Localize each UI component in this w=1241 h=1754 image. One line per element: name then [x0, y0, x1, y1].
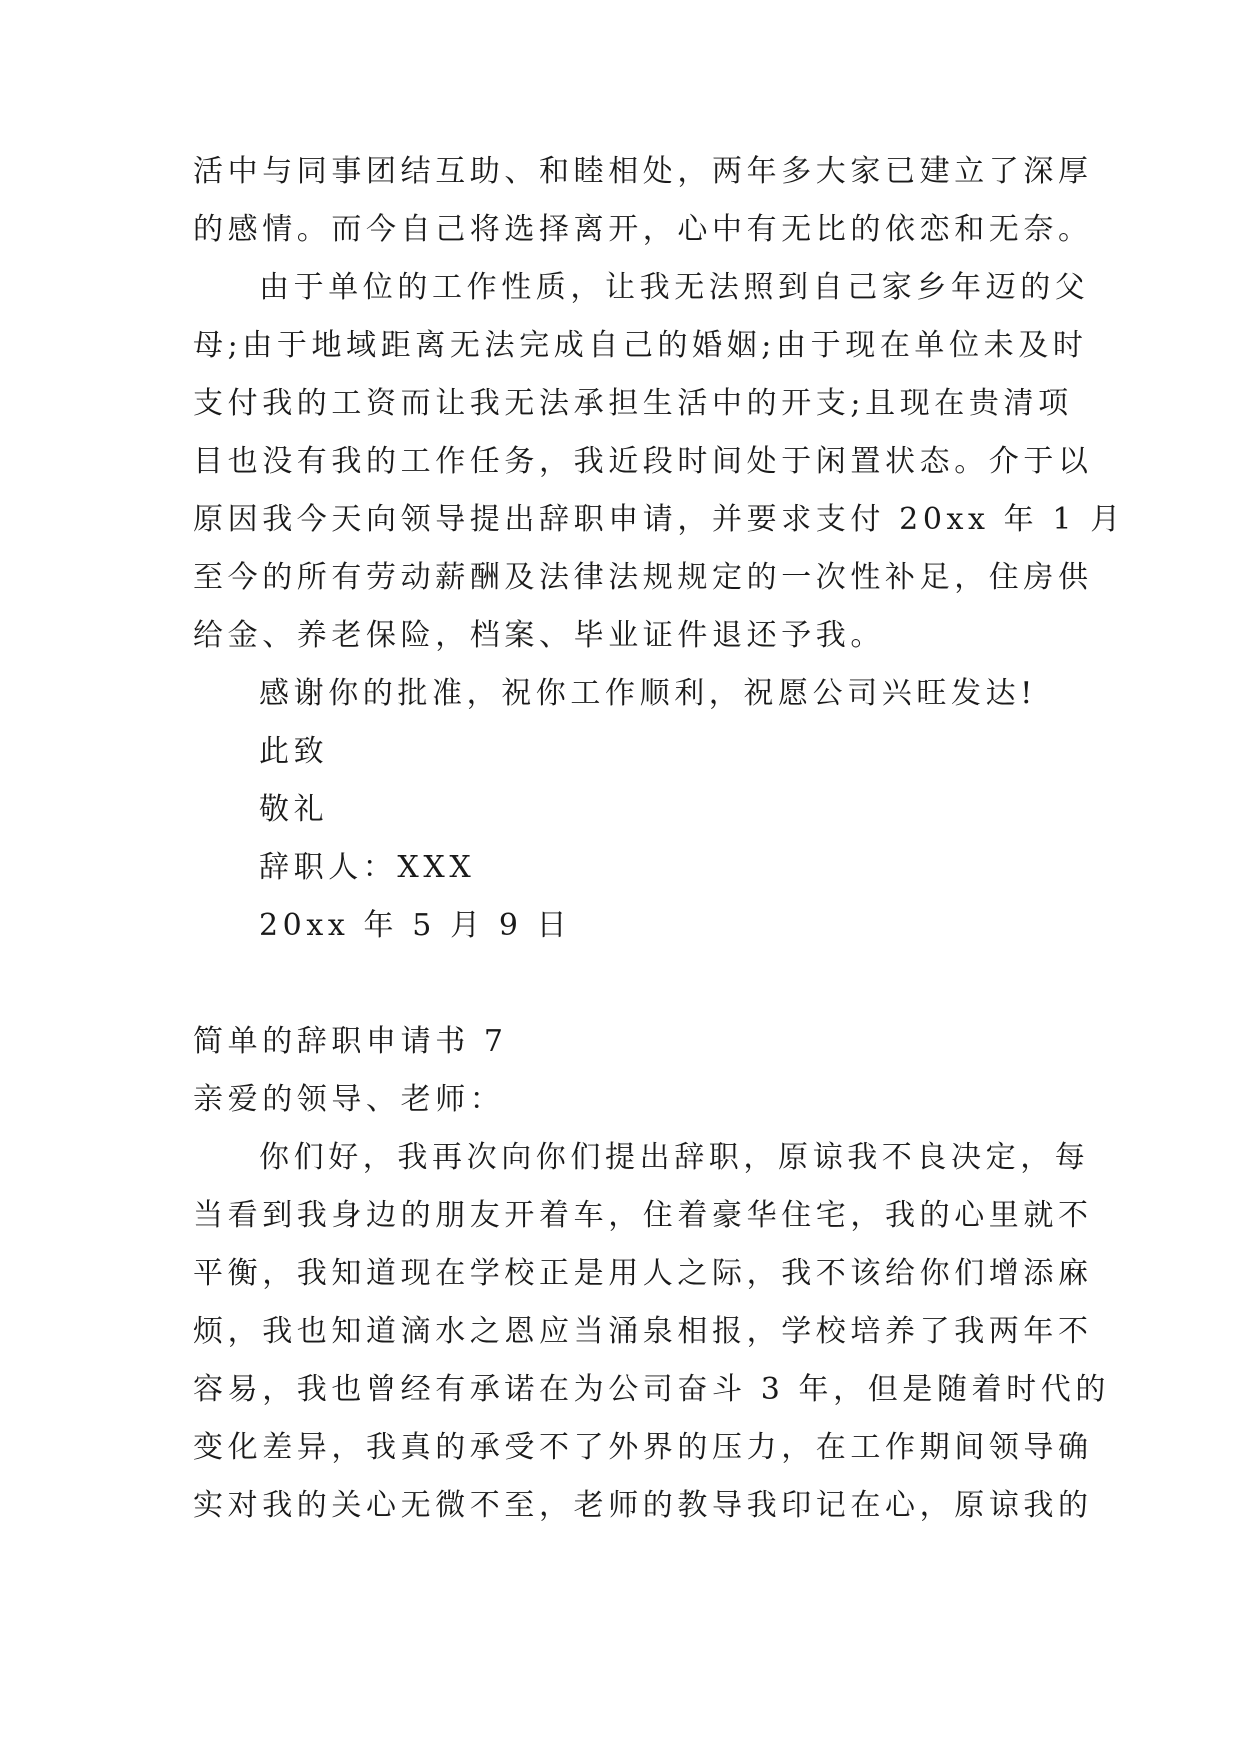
body-line: 的感情。而今自己将选择离开，心中有无比的依恋和无奈。 — [193, 212, 1093, 247]
body-line: 变化差异，我真的承受不了外界的压力，在工作期间领导确 — [193, 1430, 1093, 1465]
body-line: 给金、养老保险，档案、毕业证件退还予我。 — [193, 618, 885, 653]
section-title: 简单的辞职申请书 7 — [193, 1024, 508, 1059]
body-line: 烦，我也知道滴水之恩应当涌泉相报，学校培养了我两年不 — [193, 1314, 1093, 1349]
body-line: 原因我今天向领导提出辞职申请，并要求支付 20xx 年 1 月 — [193, 502, 1125, 537]
body-line: 当看到我身边的朋友开着车，住着豪华住宅，我的心里就不 — [193, 1198, 1093, 1233]
date-line: 20xx 年 5 月 9 日 — [259, 908, 572, 943]
paragraph-start-line: 由于单位的工作性质，让我无法照到自己家乡年迈的父 — [259, 270, 1090, 305]
signer-line: 辞职人：XXX — [259, 850, 476, 885]
body-line: 实对我的关心无微不至，老师的教导我印记在心，原谅我的 — [193, 1488, 1093, 1523]
body-line: 母;由于地域距离无法完成自己的婚姻;由于现在单位未及时 — [193, 328, 1088, 363]
body-line: 支付我的工资而让我无法承担生活中的开支;且现在贵清项 — [193, 386, 1073, 421]
body-line: 平衡，我知道现在学校正是用人之际，我不该给你们增添麻 — [193, 1256, 1093, 1291]
salute-line: 敬礼 — [259, 792, 329, 827]
body-line: 容易，我也曾经有承诺在为公司奋斗 3 年，但是随着时代的 — [193, 1372, 1110, 1407]
body-line: 至今的所有劳动薪酬及法律法规规定的一次性补足，住房供 — [193, 560, 1093, 595]
thanks-line: 感谢你的批准，祝你工作顺利，祝愿公司兴旺发达! — [259, 676, 1037, 711]
paragraph-start-line: 你们好，我再次向你们提出辞职，原谅我不良决定，每 — [259, 1140, 1090, 1175]
body-line: 目也没有我的工作任务，我近段时间处于闲置状态。介于以 — [193, 444, 1093, 479]
greeting-line: 亲爱的领导、老师： — [193, 1082, 505, 1117]
body-line: 活中与同事团结互助、和睦相处，两年多大家已建立了深厚 — [193, 154, 1093, 189]
closing-line: 此致 — [259, 734, 329, 769]
